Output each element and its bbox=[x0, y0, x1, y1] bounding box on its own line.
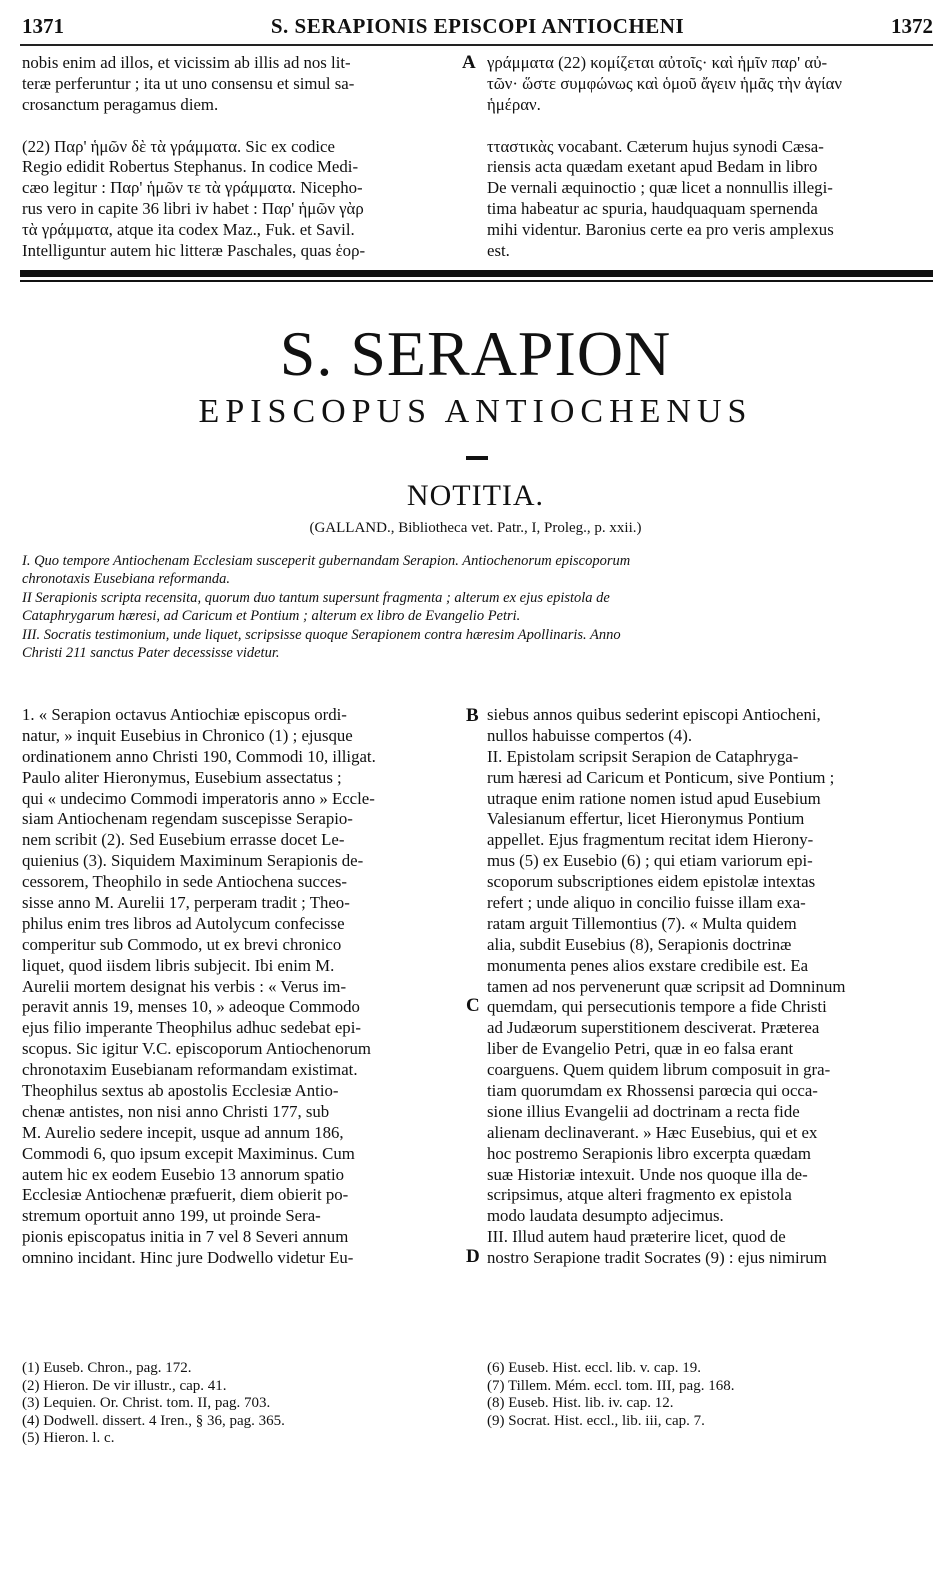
text-line: ἡμέραν. bbox=[487, 94, 541, 114]
text-line: Regio edidit Robertus Stephanus. In codice Medi- bbox=[22, 157, 359, 177]
source-citation: (GALLAND., Bibliotheca vet. Patr., I, Proleg., p. xxii.) bbox=[309, 520, 642, 536]
summary-line: Christi 211 sanctus Pater decessisse videtur. bbox=[22, 644, 280, 661]
text-line: tamen ad nos pervenerunt quæ scripsit ad Domninum bbox=[487, 976, 846, 996]
header-rule bbox=[20, 44, 933, 46]
footnote: (9) Socrat. Hist. eccl., lib. iii, cap. 7. bbox=[487, 1412, 705, 1429]
text-line: siebus annos quibus sederint episcopi Antiocheni, bbox=[487, 705, 821, 724]
footnote: (5) Hieron. l. c. bbox=[22, 1430, 115, 1447]
work-title: S. SERAPION bbox=[279, 318, 672, 389]
text-line: scopus. Sic igitur V.C. episcoporum Antiochenorum bbox=[22, 1039, 371, 1059]
main-right-column bbox=[487, 705, 932, 1269]
text-line: qui « undecimo Commodi imperatoris anno » Eccle- bbox=[22, 788, 375, 808]
text-line: riensis acta quædam exetant apud Bedam in libro bbox=[487, 157, 818, 177]
text-line: scripsimus, atque alteri fragmento ex epistola bbox=[487, 1185, 792, 1205]
text-line: utraque enim ratione nomen istud apud Eusebium bbox=[487, 788, 821, 808]
text-line: coarguens. Quem quidem librum composuit in gra- bbox=[487, 1060, 831, 1080]
text-line: refert ; unde aliquo in concilio fuisse illam exa- bbox=[487, 893, 806, 913]
text-line: τταστικὰς vocabant. Cæterum hujus synodi Cæsa- bbox=[487, 136, 824, 156]
text-line: crosanctum peragamus diem. bbox=[22, 94, 219, 114]
text-line: est. bbox=[487, 241, 510, 261]
text-line: alienam declinaverant. » Hæc Eusebius, qui et ex bbox=[487, 1122, 818, 1142]
footnote: (7) Tillem. Mém. eccl. tom. III, pag. 168. bbox=[487, 1377, 735, 1394]
footnote: (3) Lequien. Or. Christ. tom. II, pag. 703. bbox=[22, 1395, 271, 1412]
footnotes-right bbox=[487, 1360, 932, 1430]
text-line: tima habeatur ac spuria, haudquaquam spernenda bbox=[487, 199, 818, 219]
chapter-summary bbox=[22, 552, 932, 662]
text-line: cessorem, Theophilo in sede Antiochena succes- bbox=[22, 872, 347, 892]
text-line: rum hæresi ad Caricum et Ponticum, sive Pontium ; bbox=[487, 767, 835, 787]
text-line: tiam quorumdam ex Rhossensi parœcia qui occa- bbox=[487, 1081, 818, 1101]
text-line: hoc postremo Serapionis libro excerpta quædam bbox=[487, 1143, 811, 1163]
title-dash bbox=[466, 456, 488, 460]
margin-marker-a: A bbox=[462, 52, 476, 73]
text-line: modo laudata desumpto adjecimus. bbox=[487, 1206, 724, 1226]
text-line: II. Epistolam scripsit Serapion de Cataphryga- bbox=[487, 746, 799, 766]
summary-line: Cataphrygarum hæresi, ad Caricum et Pontium ; alterum ex libro de Evangelio Petri. bbox=[22, 608, 521, 625]
text-line: alia, subdit Eusebius (8), Serapionis doctrinæ bbox=[487, 934, 792, 954]
text-line: sione illius Evangelii ad doctrinam a recta fide bbox=[487, 1101, 800, 1121]
text-line: ratam arguit Tillemontius (7). « Multa quidem bbox=[487, 913, 797, 933]
page-number-left: 1371 bbox=[22, 14, 64, 38]
footnote: (8) Euseb. Hist. lib. iv. cap. 12. bbox=[487, 1395, 674, 1412]
text-line: mihi videntur. Baronius certe ea pro veris amplexus bbox=[487, 220, 834, 240]
text-line: pionis episcopatus initia in 7 vel 8 Severi annum bbox=[22, 1227, 349, 1247]
text-line: De vernali æquinoctio ; quæ licet a nonnullis illegi- bbox=[487, 178, 833, 198]
text-line: 1. « Serapion octavus Antiochiæ episcopus ordi- bbox=[22, 705, 347, 724]
text-line: scoporum subscriptiones eidem epistolæ intextas bbox=[487, 872, 816, 892]
text-line: ejus filio imperante Theophilus adhuc sedebat epi- bbox=[22, 1018, 361, 1038]
running-title: S. SERAPIONIS EPISCOPI ANTIOCHENI bbox=[270, 14, 685, 38]
text-line: γράμματα (22) κομίζεται αὐτοῖς· καὶ ἡμῖν παρ' αὐ- bbox=[487, 53, 828, 72]
top-right-column bbox=[487, 53, 932, 262]
text-line: ordinationem anno Christi 190, Commodi 10, illigat. bbox=[22, 746, 376, 766]
text-line: rus vero in capite 36 libri iv habet : Παρ' ἡμῶν γὰρ bbox=[22, 199, 364, 219]
text-line: teræ perferuntur ; ita ut uno consensu et simul sa- bbox=[22, 73, 355, 93]
text-line: appellet. Ejus fragmentum recitat idem Hierony- bbox=[487, 830, 814, 850]
text-line: liber de Evangelio Petri, quæ in eo falsa erant bbox=[487, 1039, 794, 1059]
summary-line: chronotaxis Eusebiana reformanda. bbox=[22, 571, 230, 588]
text-line: cæo legitur : Παρ' ἡμῶν τε τὰ γράμματα. Nicepho- bbox=[22, 178, 363, 198]
text-line: nostro Serapione tradit Socrates (9) : ejus nimirum bbox=[487, 1248, 827, 1268]
text-line bbox=[487, 116, 932, 137]
text-line: nobis enim ad illos, et vicissim ab illis ad nos lit- bbox=[22, 53, 351, 72]
text-line: III. Illud autem haud præterire licet, quod de bbox=[487, 1227, 786, 1247]
text-line: peravit annis 19, menses 10, » adeoque Commodo bbox=[22, 997, 360, 1017]
section-divider-thin bbox=[20, 280, 933, 282]
text-line: autem hic ex eodem Eusebio 13 annorum spatio bbox=[22, 1164, 345, 1184]
section-divider-thick bbox=[20, 270, 933, 277]
top-left-column bbox=[22, 53, 452, 262]
margin-marker-c: C bbox=[466, 995, 480, 1016]
text-line: τὰ γράμματα, atque ita codex Maz., Fuk. et Savil. bbox=[22, 220, 355, 240]
text-line: mus (5) ex Eusebio (6) ; qui etiam variorum epi- bbox=[487, 851, 813, 871]
text-line: ad Judæorum superstitionem desciverat. Præterea bbox=[487, 1018, 820, 1038]
text-line: nullos habuisse compertos (4). bbox=[487, 725, 693, 745]
main-left-column bbox=[22, 705, 452, 1269]
footnote: (6) Euseb. Hist. eccl. lib. v. cap. 19. bbox=[487, 1360, 701, 1376]
text-line: Aurelii mortem designat his verbis : « Verus im- bbox=[22, 976, 347, 996]
footnote: (1) Euseb. Chron., pag. 172. bbox=[22, 1360, 192, 1376]
text-line: quemdam, qui persecutionis tempore a fide Christi bbox=[487, 997, 827, 1017]
text-line: nem scribit (2). Sed Eusebium errasse docet Le- bbox=[22, 830, 345, 850]
summary-line: III. Socratis testimonium, unde liquet, scripsisse quoque Serapionem contra hæresim Apollinaris. Anno bbox=[22, 626, 621, 643]
summary-line: II Serapionis scripta recensita, quorum duo tantum supersunt fragmenta ; alterum ex ejus epistola de bbox=[22, 589, 610, 606]
text-line: liquet, quod iisdem libris subjecit. Ibi enim M. bbox=[22, 955, 335, 975]
running-header bbox=[22, 14, 933, 42]
text-line: Ecclesiæ Antiochenæ præfuerit, diem obierit po- bbox=[22, 1185, 349, 1205]
text-line: suæ Historiæ intexuit. Unde nos quoque illa de- bbox=[487, 1164, 808, 1184]
text-line: comperitur sub Commodo, ut ex brevi chronico bbox=[22, 934, 342, 954]
text-line: Intelliguntur autem hic litteræ Paschales, quas ἑορ- bbox=[22, 241, 366, 261]
footnotes-left bbox=[22, 1360, 452, 1448]
text-line: philus enim tres libros ad Autolycum confecisse bbox=[22, 913, 345, 933]
text-line bbox=[22, 116, 452, 137]
text-line: stremum oportuit anno 199, ut proinde Sera- bbox=[22, 1206, 321, 1226]
margin-marker-b: B bbox=[466, 705, 479, 726]
text-line: M. Aurelio sedere incepit, usque ad annum 186, bbox=[22, 1122, 344, 1142]
text-line: sisse anno M. Aurelii 17, perperam tradit ; Theo- bbox=[22, 893, 350, 913]
footnote: (4) Dodwell. dissert. 4 Iren., § 36, pag. 365. bbox=[22, 1412, 285, 1429]
text-line: monumenta penes alios exstare credibile est. Ea bbox=[487, 955, 809, 975]
margin-marker-d: D bbox=[466, 1246, 480, 1267]
text-line: omnino incidant. Hinc jure Dodwello videtur Eu- bbox=[22, 1248, 354, 1268]
section-title: NOTITIA. bbox=[406, 479, 545, 512]
work-subtitle: EPISCOPUS ANTIOCHENUS bbox=[198, 393, 753, 430]
text-line: natur, » inquit Eusebius in Chronico (1) ; ejusque bbox=[22, 725, 353, 745]
text-line: quienius (3). Siquidem Maximinum Serapionis de- bbox=[22, 851, 364, 871]
text-line: Commodi 6, quo ipsum excepit Maximinus. Cum bbox=[22, 1143, 355, 1163]
text-line: Valesianum effertur, licet Hieronymus Pontium bbox=[487, 809, 805, 829]
page-number-right: 1372 bbox=[891, 14, 933, 38]
text-line: Theophilus sextus ab apostolis Ecclesiæ Antio- bbox=[22, 1081, 339, 1101]
text-line: chenæ antistes, non nisi anno Christi 177, sub bbox=[22, 1101, 330, 1121]
text-line: τῶν· ὥστε συμφώνως καὶ ὁμοῦ ἄγειν ἡμᾶς τὴν ἁγίαν bbox=[487, 73, 842, 93]
text-line: Paulo aliter Hieronymus, Eusebium assectatus ; bbox=[22, 767, 342, 787]
footnote: (2) Hieron. De vir illustr., cap. 41. bbox=[22, 1377, 227, 1394]
text-line: chronotaxim Eusebianam reformandam existimat. bbox=[22, 1060, 358, 1080]
summary-line: I. Quo tempore Antiochenam Ecclesiam susceperit gubernandam Serapion. Antiochenorum episcoporum bbox=[22, 553, 631, 569]
text-line: (22) Παρ' ἡμῶν δὲ τὰ γράμματα. Sic ex codice bbox=[22, 136, 335, 156]
text-line: siam Antiochenam regendam suscepisse Serapio- bbox=[22, 809, 353, 829]
